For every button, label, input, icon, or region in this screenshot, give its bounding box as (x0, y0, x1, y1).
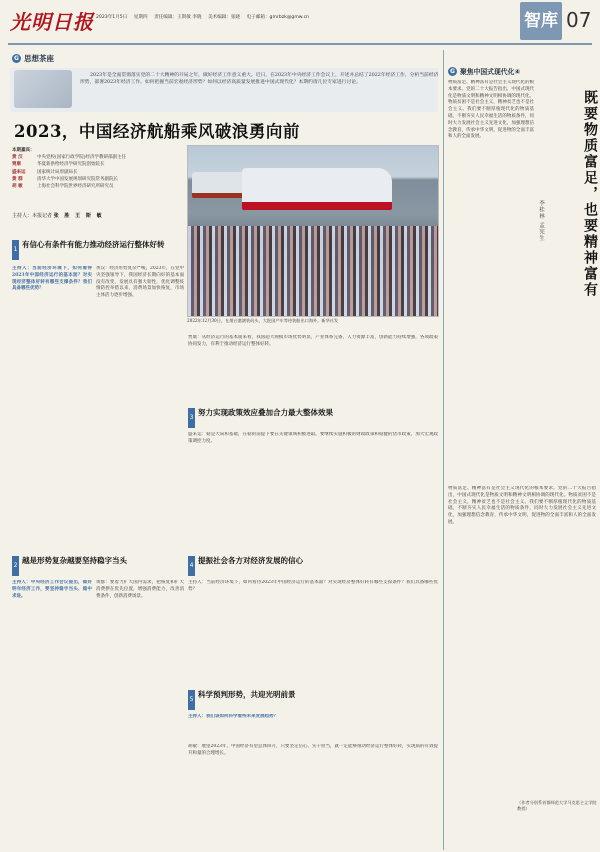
circle-g-icon: G (448, 67, 457, 76)
issue-meta (96, 14, 314, 20)
guest-row: 盛来运 国家统计局原副局长 (12, 169, 78, 175)
side-article-title: 既要物质富足，也要精神富有 (582, 90, 598, 298)
ship-shape (242, 168, 392, 210)
author-bio: （作者分别系首都师范大学马克思主义学院教授） (517, 800, 597, 811)
body-text: 胡敏：展望2023年，中国经济有望总体回升，只要坚定信心、实干担当，就一定能够推动经济运行整体好转，实现质的有效提升和量的合理增长。 (188, 744, 438, 756)
issue-weekday: 星期四 (133, 15, 148, 20)
body-text: 盛来运：稳是大局和基础，在稳的前提下要在关键领域积极进取。要继续实施积极的财政政策和稳健的货币政策，加大宏观政策调控力度。 (188, 432, 438, 444)
body-text: 贾康：从经济运行的基本面来看，我国超大规模市场优势明显，产业体系完备，人力资源丰富，创新能力持续增强，各项政策协同发力，有利于推动经济运行整体好转。 (188, 335, 438, 347)
body-text: 主持人：当前经济环境下，如何看待2023年中国经济运行的基本面？对实现经济整体好转有哪些支撑条件？我们具备哪些优势？ (12, 266, 92, 292)
section-heading: 1 有信心有条件有能力推动经济运行整体好转 (12, 240, 187, 260)
newspaper-logo: 光明日报 (10, 10, 94, 34)
section-heading: 4 提振社会各方对经济发展的信心 (188, 556, 438, 576)
right-column-tag-label: 聚焦中国式现代化④ (460, 68, 521, 76)
guest-row: 贾康 华夏新供给经济学研究院创始院长 (12, 162, 105, 168)
section-heading: 2 越是形势复杂越要坚持稳字当头 (12, 556, 187, 576)
body-text: 黄群：要着力扩大国内需求，把恢复和扩大消费摆在优先位置，增强消费能力，改善消费条件，创新消费场景。 (96, 580, 184, 599)
section-heading: 5 科学预判形势，共迎光明前景 (188, 690, 438, 710)
issue-email: 电子邮箱：gmrbzk@gmw.cn (246, 15, 310, 20)
column-tag (12, 52, 54, 64)
lead-illustration (14, 70, 72, 108)
host-label: 主持人：本报记者 (12, 213, 53, 219)
article-photo (187, 145, 439, 317)
photo-caption: 2022年12月30日，在烟台港滚装码头，大批国产车等待装船出口海外。新华社发 (187, 318, 339, 323)
lead-paragraph: 2023年是全面贯彻落实党的二十大精神的开局之年，做好经济工作意义重大。近日，在2023年中央经济工作会议上，开述并总结了2022年经济工作，分析当前经济形势，部署2023年经济工作。如何把握当前宏观经济形势？如何以经济高质量发展推进中国式现代化？本期约请几位专家进行讨论。 (80, 73, 439, 85)
guest-row: 胡 敏 上海社会科学院世界经济研究所研究员 (12, 184, 114, 190)
guest-list-heading: 本期嘉宾： (12, 148, 35, 153)
body-text: 黄汉：经济形势复杂严峻，2023年，在党中央坚强领导下，我国经济长期向好的基本面没有改变，发展具有强大韧性，优化调整疫情防控举措以来，消费场景加快恢复，市场主体活力逐步增强。 (96, 266, 184, 299)
guest-row: 黄 汉 中央党校(国家行政学院)经济学教研部副主任 (12, 155, 127, 161)
host-line (12, 212, 104, 219)
issue-date: 2023年1月5日 (96, 15, 128, 20)
issue-designer: 美术编辑：张晓 (207, 15, 241, 20)
body-text: 主持人：当前经济环境下，如何看待2023年中国经济运行的基本面？对实现经济整体好转有哪些支撑条件？我们具备哪些优势？ (188, 580, 438, 592)
side-article-author: 李桂林 孟宪生 (538, 200, 544, 242)
right-column-tag (448, 66, 520, 76)
circle-g-icon: G (12, 54, 21, 63)
column-tag-label: 思想茶座 (24, 53, 54, 63)
issue-editor: 责任编辑：王斯敏 李晓 (154, 15, 202, 20)
column-divider (443, 50, 444, 850)
guest-list (12, 147, 187, 190)
masthead (0, 0, 600, 46)
section-heading: 3 努力实现政策效应叠加合力最大整体效果 (188, 408, 438, 428)
guest-row: 黄 群 清华大学中国发展规划研究院常务副院长 (12, 176, 118, 182)
car-lot-shape (188, 226, 439, 317)
body-text: 主持人：中央经济工作会议提出，做好明年经济工作，要坚持稳字当头、稳中求进。 (12, 580, 92, 599)
section-badge: 智库 (520, 2, 562, 40)
side-body-text: 物质富足、精神富有是社会主义现代化的根本要求。党的二十大报告指出，中国式现代化是物质文明和精神文明相协调的现代化。物质贫困不是社会主义，精神贫乏也不是社会主义。我们要不断厚植现代化的物质基础，不断夯实人民幸福生活的物质条件，同时大力发展社会主义先进文化，加强理想信念教育，传承中华文明，促进物的全面丰富和人的全面发展。 (448, 486, 596, 525)
body-text: 主持人：我们该如何科学看待未来发展趋势？ (188, 714, 278, 719)
host-names: 张 胜 王 斯 敏 (53, 213, 104, 219)
article-title: 2023，中国经济航船乘风破浪勇向前 (14, 122, 300, 141)
side-body-text: 物质富足、精神富有是社会主义现代化的根本要求。党的二十大报告指出，中国式现代化是物质文明和精神文明相协调的现代化。物质贫困不是社会主义，精神贫乏也不是社会主义。我们要不断厚植现代化的物质基础，不断夯实人民幸福生活的物质条件，同时大力发展社会主义先进文化，加强理想信念教育，传承中华文明，促进物的全面丰富和人的全面发展。 (448, 80, 534, 140)
page-number: 07 (566, 8, 592, 32)
masthead-rule (8, 43, 592, 45)
